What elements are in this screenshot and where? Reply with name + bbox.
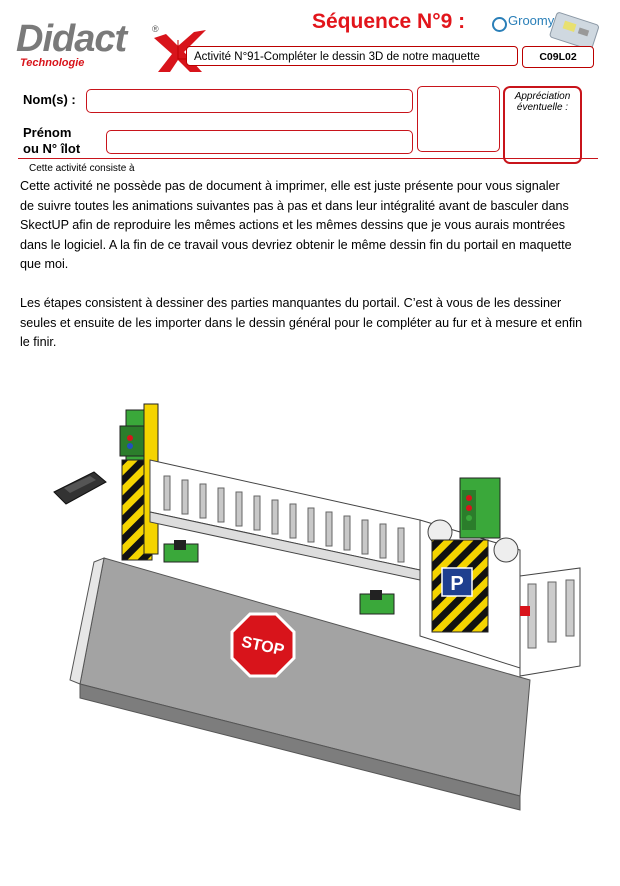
paragraph-line: le finir. xyxy=(20,335,57,350)
brand-name: Groomy xyxy=(508,13,555,28)
logo-registered-mark: ® xyxy=(152,24,159,34)
firstname-label xyxy=(23,125,80,157)
paragraph-line: de suivre toutes les animations suivantes pas à pas et dans leur intégralité avant de basculer dans xyxy=(20,198,569,213)
right-fence xyxy=(520,568,580,676)
logo-text: Didact xyxy=(16,18,127,60)
paragraph-line: SkectUP afin de reproduire les mêmes actions et les mêmes dessins que je vous aurais montrées xyxy=(20,218,566,233)
paragraph-line: dans le logiciel. A la fin de ce travail vous devriez obtenir le même dessin fin du portail en maquette xyxy=(20,237,572,252)
gate-model-illustration xyxy=(40,380,610,840)
stop-sign xyxy=(232,614,294,676)
paragraph-line: seules et ensuite de les importer dans le dessin général pour le compléter au fur et à mesure et enfin xyxy=(20,315,583,330)
activity-title: Activité N°91-Compléter le dessin 3D de notre maquette xyxy=(186,46,518,66)
paragraph-line: que moi. xyxy=(20,257,69,272)
name-field[interactable] xyxy=(86,89,413,113)
right-housing xyxy=(420,478,520,668)
activity-intro-label: Cette activité consiste à xyxy=(29,163,135,174)
firstname-label-line2: ou N° îlot xyxy=(23,141,81,156)
paragraph-2 xyxy=(20,294,606,353)
appreciation-box[interactable] xyxy=(503,86,582,164)
firstname-label-line1: Prénom xyxy=(23,125,72,140)
remote-control xyxy=(54,472,106,504)
header-divider xyxy=(18,158,598,159)
paragraph-line: Les étapes consistent à dessiner des parties manquantes du portail. C’est à vous de les dessiner xyxy=(20,296,562,310)
brand-logo-icon xyxy=(492,17,507,32)
firstname-field[interactable] xyxy=(106,130,413,154)
stop-sign-text: STOP xyxy=(239,633,286,660)
paragraph-1 xyxy=(20,177,606,275)
appreciation-label-line1: Appréciation xyxy=(514,91,571,102)
document-code: C09L02 xyxy=(522,46,594,68)
motor-board-right xyxy=(360,590,394,614)
paragraph-line: Cette activité ne possède pas de document à imprimer, elle est juste présente pour vous signaler xyxy=(20,179,560,193)
parking-sign-text: P xyxy=(450,573,464,595)
class-field[interactable] xyxy=(417,86,500,152)
motor-board-left xyxy=(164,540,198,562)
name-label: Nom(s) : xyxy=(23,92,76,107)
sequence-title: Séquence N°9 : xyxy=(312,10,466,33)
logo-subtitle: Technologie xyxy=(20,57,85,69)
appreciation-label-line2: éventuelle : xyxy=(516,102,569,113)
